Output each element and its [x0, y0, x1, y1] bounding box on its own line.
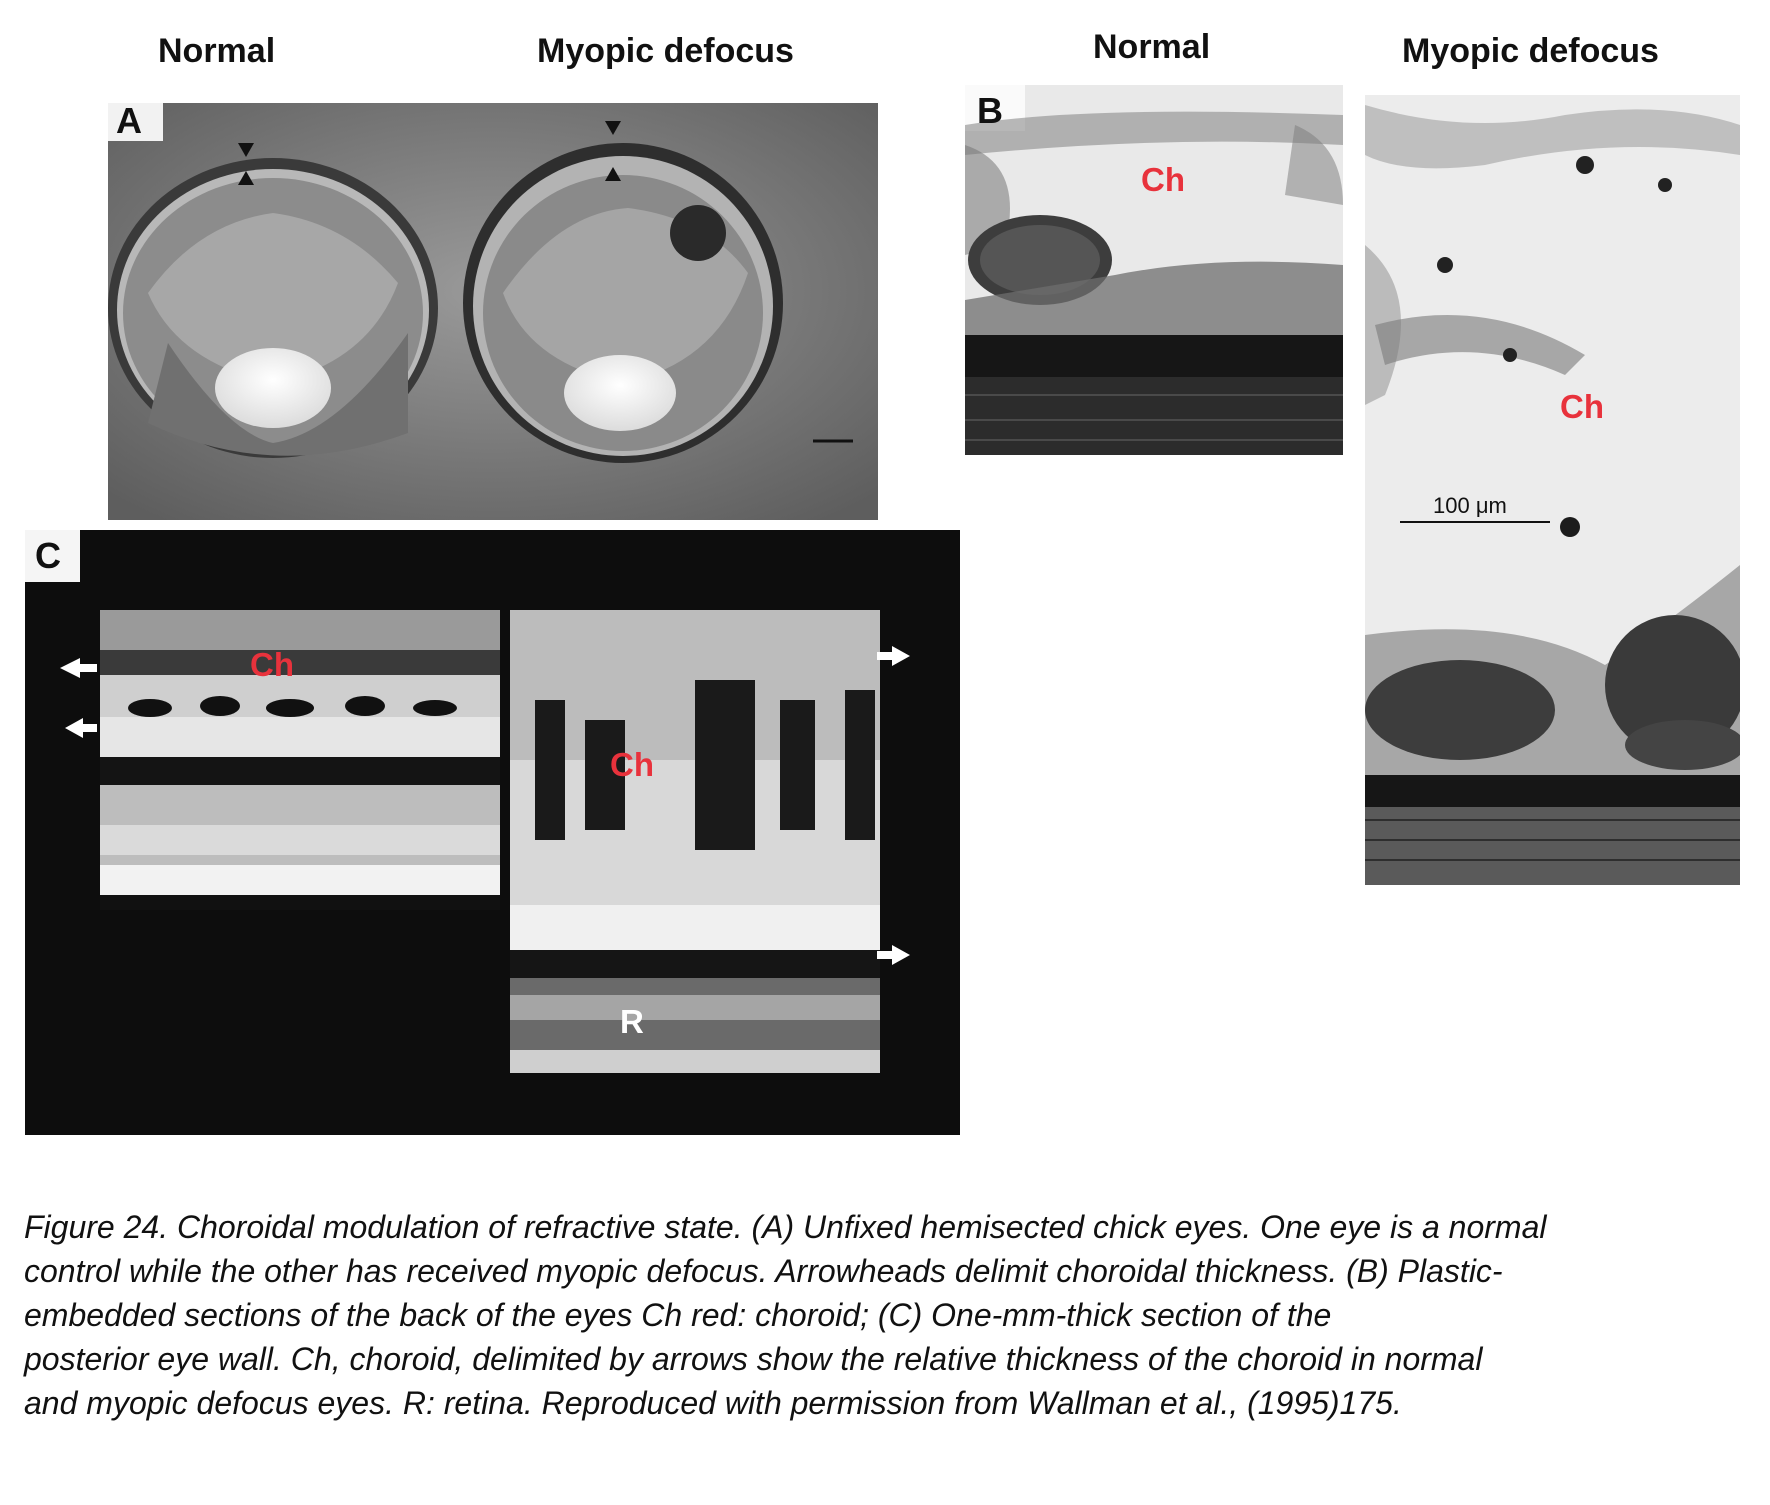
panel-c-section — [25, 530, 960, 1135]
panel-b-myopic-image — [1365, 95, 1740, 885]
ch-label-b-myopic: Ch — [1560, 388, 1604, 425]
panel-b-normal-section — [965, 85, 1343, 455]
panel-b-myopic-section — [1365, 95, 1740, 885]
ch-label-c-myopic: Ch — [610, 746, 654, 783]
header-b-myopic-defocus: Myopic defocus — [1402, 32, 1659, 70]
panel-c-myopic-column — [510, 610, 880, 1073]
myopic-defocus-eye — [463, 143, 783, 463]
panel-c-normal-column — [100, 610, 500, 910]
ch-label-b-normal: Ch — [1141, 161, 1185, 198]
retina-label: R — [620, 1003, 644, 1040]
caption-line: posterior eye wall. Ch, choroid, delimited by arrows show the relative thickness of the choroid in normal — [24, 1341, 1483, 1377]
panel-a-eyes-photo — [108, 103, 878, 520]
header-a-normal: Normal — [158, 32, 276, 70]
normal-eye — [108, 158, 438, 458]
caption-line: embedded sections of the back of the eyes Ch red: choroid; (C) One-mm-thick section of the — [24, 1297, 1332, 1333]
figure-caption — [24, 1205, 1744, 1425]
scale-bar-label: 100 μm — [1433, 493, 1507, 518]
header-b-normal: Normal — [1093, 28, 1211, 66]
ch-label-c-normal: Ch — [250, 646, 294, 683]
panel-a-eyes-image — [108, 103, 878, 520]
panel-b-label: B — [977, 90, 1003, 131]
panel-c-image — [25, 530, 960, 1135]
panel-a-label: A — [116, 103, 142, 141]
header-a-myopic-defocus: Myopic defocus — [537, 32, 794, 70]
caption-line: control while the other has received myopic defocus. Arrowheads delimit choroidal thickness. (B) Plastic- — [24, 1253, 1503, 1289]
panel-c-label: C — [35, 535, 61, 576]
caption-line: and myopic defocus eyes. R: retina. Reproduced with permission from Wallman et al., (1995)175. — [24, 1385, 1402, 1421]
caption-line: Figure 24. Choroidal modulation of refractive state. (A) Unfixed hemisected chick eyes. One eye is a normal — [24, 1209, 1547, 1245]
panel-b-normal-image — [965, 85, 1343, 455]
